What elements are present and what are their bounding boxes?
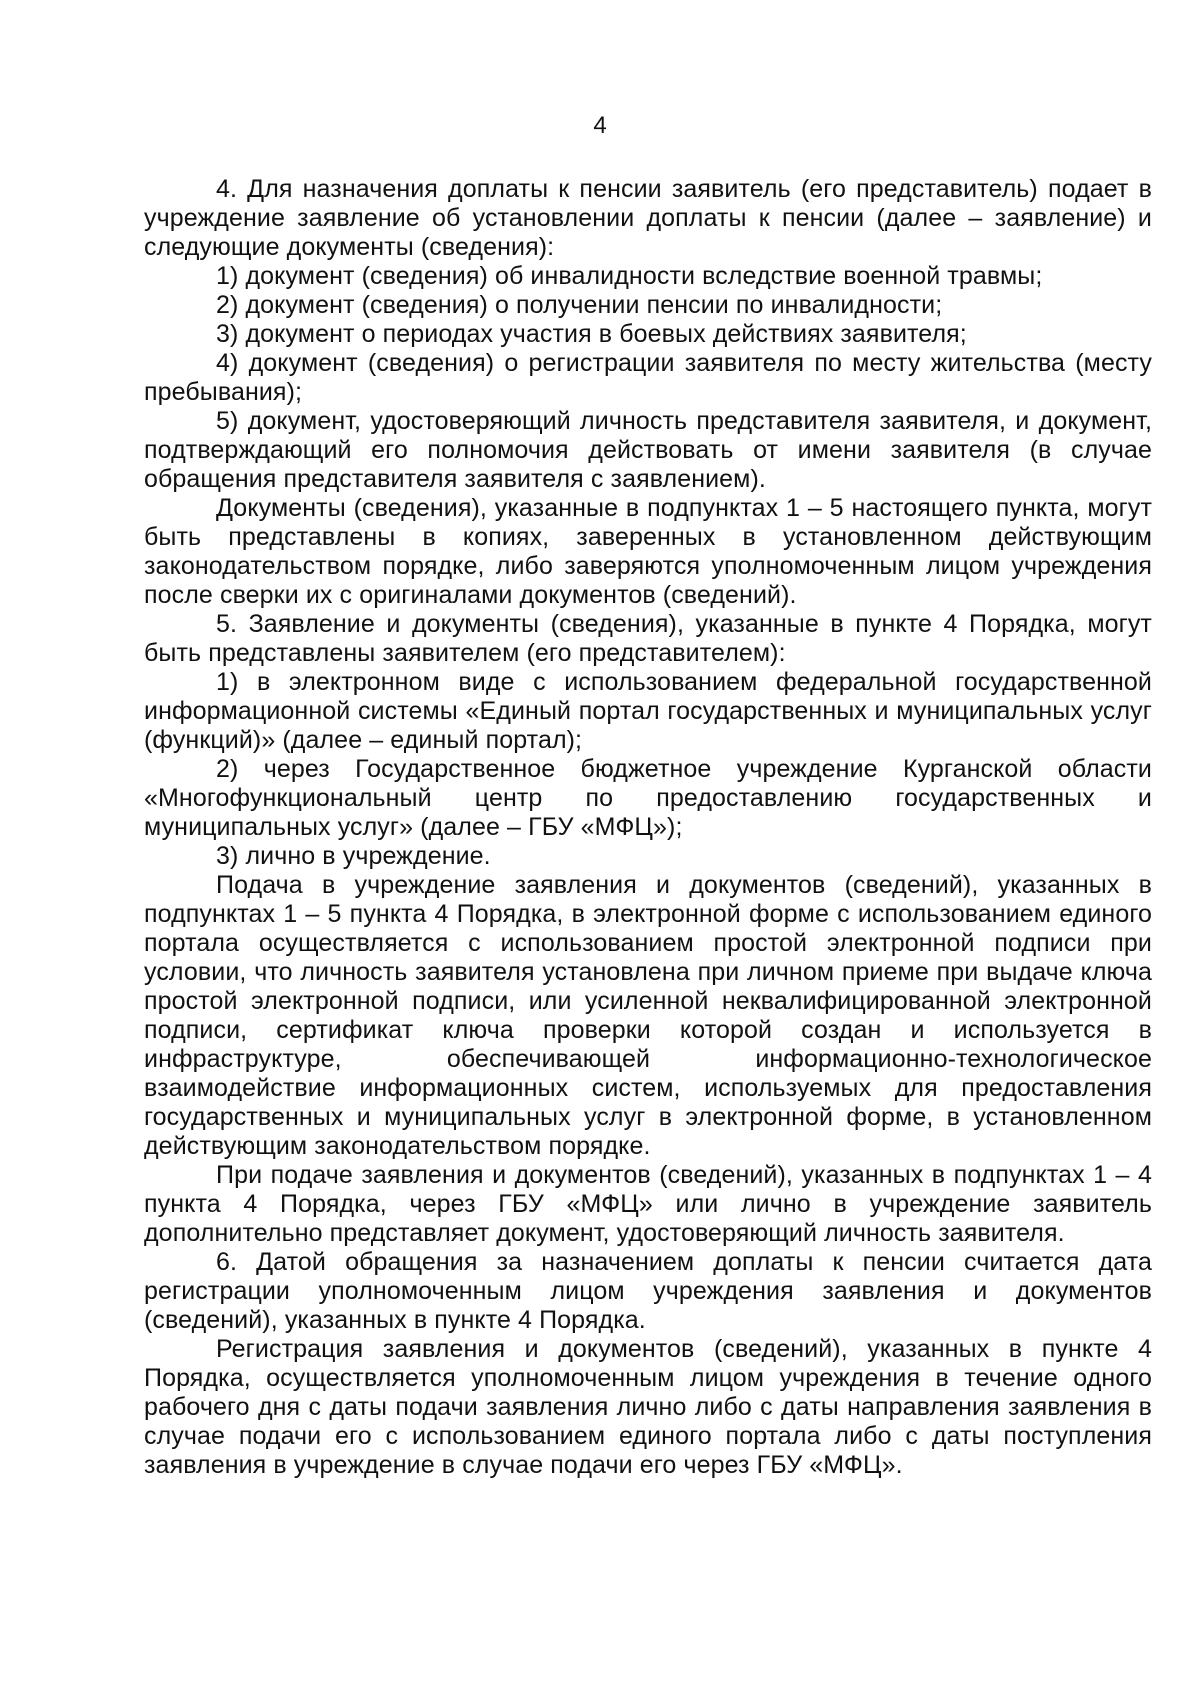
list-item-4-5: 5) документ, удостоверяющий личность представителя заявителя, и документ, подтверждающий его полномочия действовать от имени заявителя (в случае обращения представителя заявителя с заявлением). bbox=[144, 407, 1152, 493]
list-item-4-3: 3) документ о периодах участия в боевых действиях заявителя; bbox=[216, 320, 967, 348]
page-number: 4 bbox=[593, 112, 607, 139]
paragraph-identity-document: При подаче заявления и документов (сведений), указанных в подпунктах 1 – 4 пункта 4 Порядка, через ГБУ «МФЦ» или лично в учреждение заявитель дополнительно представляет документ, удостоверяющий личность заявителя. bbox=[144, 1161, 1152, 1247]
paragraph-6-date: 6. Датой обращения за назначением доплаты к пенсии считается дата регистрации уполномоченным лицом учреждения заявления и документов (сведений), указанных в пункте 4 Порядка. bbox=[144, 1248, 1152, 1334]
document-body bbox=[144, 175, 1152, 1480]
list-item-4-4: 4) документ (сведения) о регистрации заявителя по месту жительства (месту пребывания); bbox=[144, 349, 1152, 406]
list-item-5-2: 2) через Государственное бюджетное учреждение Курганской области «Многофункциональный центр по предоставлению государственных и муниципальных услуг» (далее – ГБУ «МФЦ»); bbox=[144, 755, 1152, 841]
list-item-5-1: 1) в электронном виде с использованием федеральной государственной информационной системы «Единый портал государственных и муниципальных услуг (функций)» (далее – единый портал); bbox=[144, 668, 1152, 754]
list-item-4-1: 1) документ (сведения) об инвалидности вследствие военной травмы; bbox=[216, 262, 1043, 290]
list-item-5-3: 3) лично в учреждение. bbox=[216, 842, 491, 870]
paragraph-4-intro: 4. Для назначения доплаты к пенсии заявитель (его представитель) подает в учреждение заявление об установлении доплаты к пенсии (далее – заявление) и следующие документы (сведения): bbox=[144, 175, 1152, 261]
paragraph-electronic-submission: Подача в учреждение заявления и документов (сведений), указанных в подпунктах 1 – 5 пункта 4 Порядка, в электронной форме с использованием единого портала осуществляется с использованием простой электронной подписи при условии, что личность заявителя установлена при личном приеме при выдаче ключа простой электронной подписи, или усиленной неквалифицированной электронной подписи, сертификат ключа проверки которой создан и используется в инфраструктуре, обеспечивающей информационно-технологическое взаимодействие информационных систем, используемых для предоставления государственных и муниципальных услуг в электронной форме, в установленном действующим законодательством порядке. bbox=[144, 871, 1152, 1160]
paragraph-documents-copies: Документы (сведения), указанные в подпунктах 1 – 5 настоящего пункта, могут быть представлены в копиях, заверенных в установленном действующим законодательством порядке, либо заверяются уполномоченным лицом учреждения после сверки их с оригиналами документов (сведений). bbox=[144, 494, 1152, 609]
paragraph-registration: Регистрация заявления и документов (сведений), указанных в пункте 4 Порядка, осуществляется уполномоченным лицом учреждения в течение одного рабочего дня с даты подачи заявления лично либо с даты направления заявления в случае подачи его с использованием единого портала либо с даты поступления заявления в учреждение в случае подачи его через ГБУ «МФЦ». bbox=[144, 1335, 1152, 1479]
paragraph-5-intro: 5. Заявление и документы (сведения), указанные в пункте 4 Порядка, могут быть представлены заявителем (его представителем): bbox=[144, 610, 1152, 667]
list-item-4-2: 2) документ (сведения) о получении пенсии по инвалидности; bbox=[216, 291, 943, 319]
